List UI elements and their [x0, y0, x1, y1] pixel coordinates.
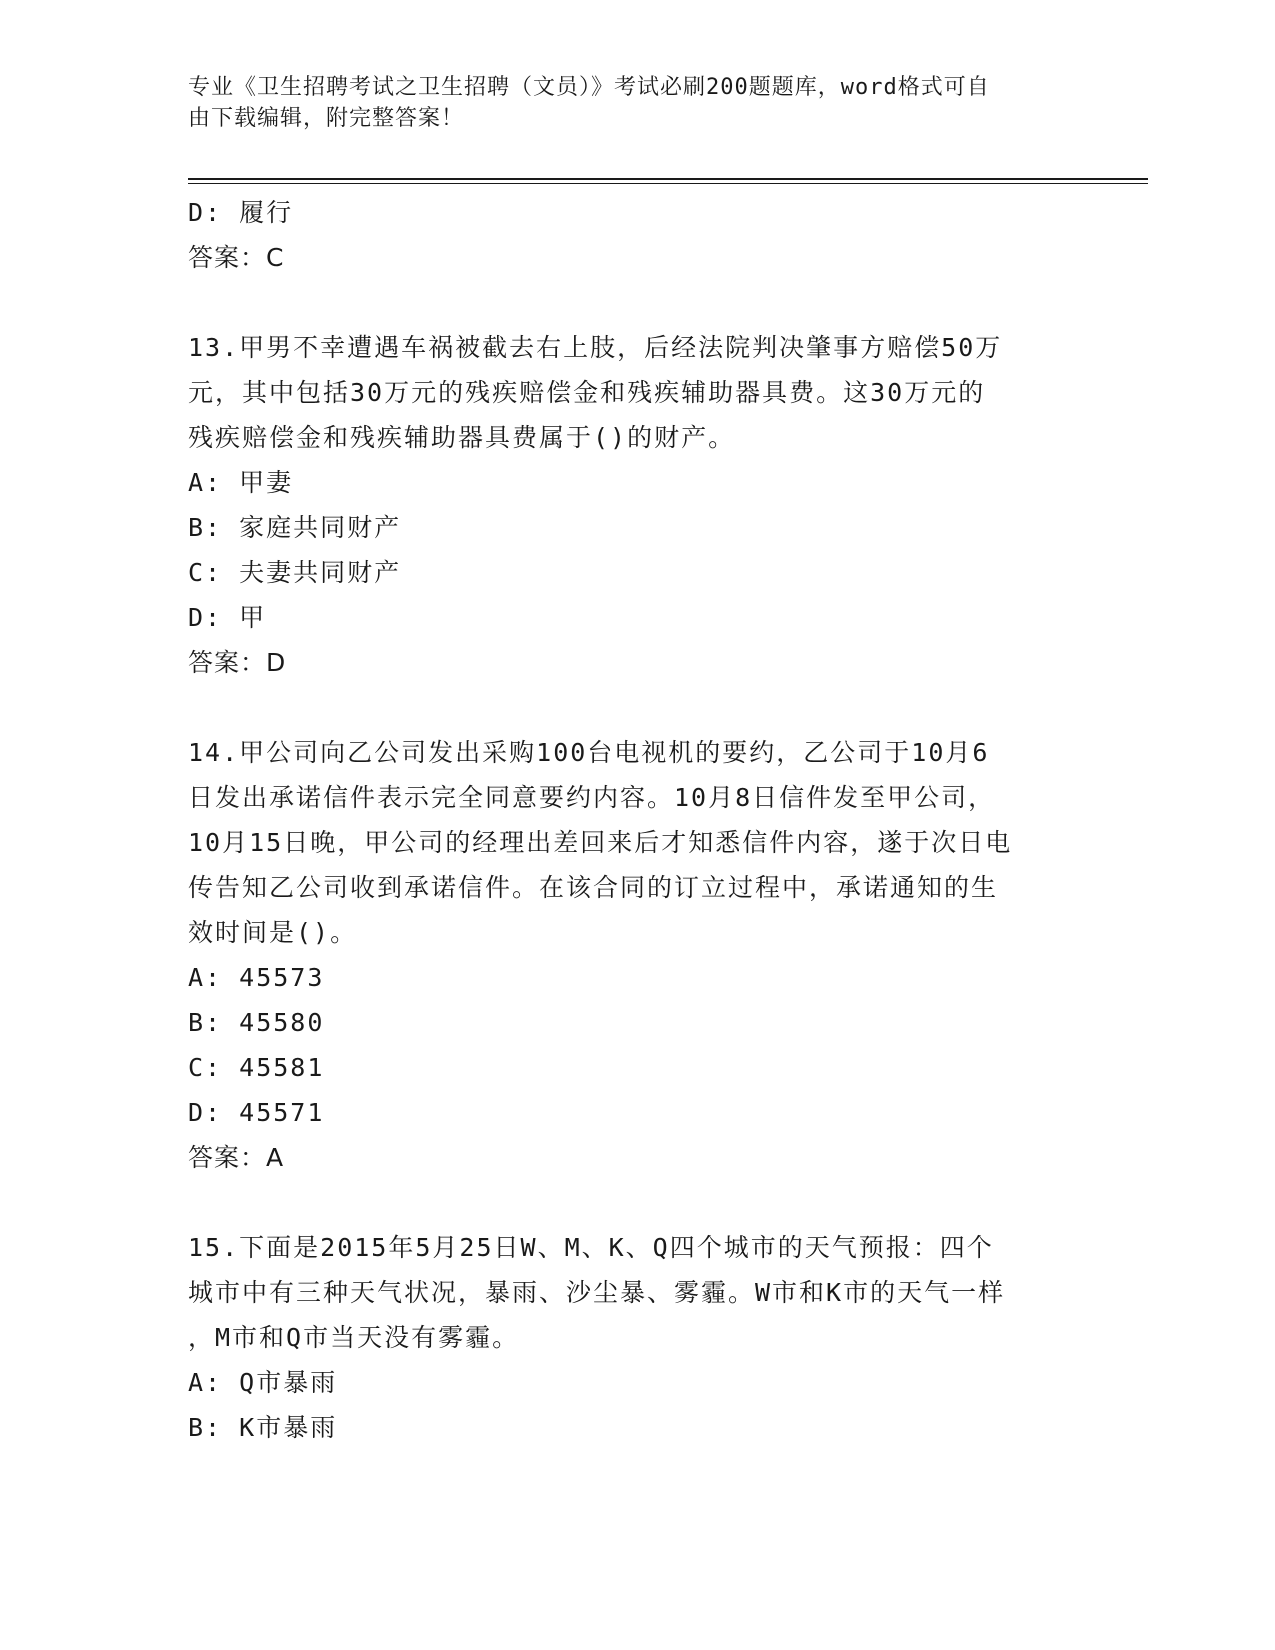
document-header: [188, 72, 1068, 134]
option-d: D: 履行: [188, 198, 294, 227]
option-a: A: Q市暴雨: [188, 1368, 338, 1397]
option-a: A: 甲妻: [188, 468, 294, 497]
question-text: [188, 1225, 1068, 1360]
option-b: B: 45580: [188, 1008, 325, 1037]
header-divider-thin: [188, 183, 1148, 184]
question-text-line: 13.甲男不幸遭遇车祸被截去右上肢，后经法院判决肇事方赔偿50万: [188, 333, 1003, 362]
option-b: B: 家庭共同财产: [188, 513, 402, 542]
question-text-line: 日发出承诺信件表示完全同意要约内容。10月8日信件发至甲公司，: [188, 783, 996, 812]
spacer: [188, 1180, 1068, 1225]
question-text-line: 残疾赔偿金和残疾辅助器具费属于()的财产。: [188, 423, 736, 452]
header-divider-thick: [188, 178, 1148, 180]
question-text-line: 元，其中包括30万元的残疾赔偿金和残疾辅助器具费。这30万元的: [188, 378, 986, 407]
header-line-2: 由下载编辑，附完整答案！: [188, 106, 465, 131]
question-text: [188, 730, 1068, 955]
option-b: B: K市暴雨: [188, 1413, 338, 1442]
answer-line: 答案：A: [188, 1143, 285, 1172]
header-line-1: 专业《卫生招聘考试之卫生招聘（文员）》考试必刷200题题库，word格式可自: [188, 75, 990, 100]
question-text-line: 传告知乙公司收到承诺信件。在该合同的订立过程中，承诺通知的生: [188, 873, 999, 902]
option-d: D: 甲: [188, 603, 267, 632]
question-text-line: ，M市和Q市当天没有雾霾。: [188, 1323, 520, 1352]
question-15: [188, 1225, 1068, 1450]
question-text: [188, 325, 1068, 460]
document-body: [188, 190, 1068, 1450]
spacer: [188, 685, 1068, 730]
option-d: D: 45571: [188, 1098, 325, 1127]
option-c: C: 45581: [188, 1053, 325, 1082]
spacer: [188, 280, 1068, 325]
option-c: C: 夫妻共同财产: [188, 558, 402, 587]
question-text-line: 城市中有三种天气状况，暴雨、沙尘暴、雾霾。W市和K市的天气一样: [188, 1278, 1006, 1307]
question-14: [188, 730, 1068, 1180]
answer-line: 答案：C: [188, 243, 285, 272]
question-text-line: 14.甲公司向乙公司发出采购100台电视机的要约，乙公司于10月6: [188, 738, 990, 767]
question-text-line: 效时间是()。: [188, 918, 358, 947]
question-text-line: 15.下面是2015年5月25日W、M、K、Q四个城市的天气预报：四个: [188, 1233, 994, 1262]
option-a: A: 45573: [188, 963, 325, 992]
question-13: [188, 325, 1068, 685]
answer-line: 答案：D: [188, 648, 287, 677]
question-text-line: 10月15日晚，甲公司的经理出差回来后才知悉信件内容，遂于次日电: [188, 828, 1013, 857]
